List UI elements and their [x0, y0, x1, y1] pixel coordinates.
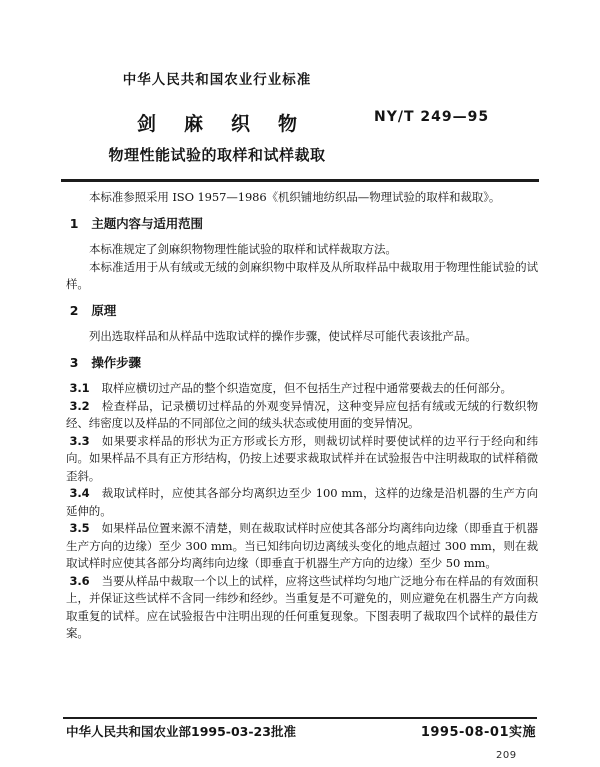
standard-number: NY/T 249—95 [374, 109, 490, 125]
clause-3-5 [66, 520, 538, 573]
clause-text: 如果要求样品的形状为正方形或长方形，则裁切试样时要使试样的边平行于经向和纬向。如果样品不具有正方形结构，仍按上述要求裁取试样并在试验报告中注明裁取的试样稍微歪斜。 [66, 433, 538, 483]
clause-text: 如果样品位置来源不清楚，则在裁取试样时应使其各部分均离纬向边缘（即垂直于机器生产方向的边缘）至少 300 mm。当已知纬向切边离绒头变化的地点超过 300 mm，则在裁取试样时应使其各部分均离纬向边缘（即垂直于机器生产方向的边缘）至少 50 mm。 [66, 521, 538, 570]
section-1-paragraph: 本标准规定了剑麻织物物理性能试验的取样和试样裁取方法。 [89, 242, 397, 256]
section-heading-1 [66, 215, 538, 233]
document-title: 剑麻织物 [136, 113, 325, 135]
page-number: 209 [496, 750, 517, 761]
clause-3-2 [66, 398, 538, 433]
clause-text: 检查样品，记录横切过样品的外观变异情况，这种变异应包括有绒或无绒的行数织物经、纬密度以及样品的不同部位之间的绒头状态或使用面的变异情况。 [66, 398, 538, 430]
title-block [66, 0, 368, 165]
section-1-paragraph: 本标准适用于从有绒或无绒的剑麻织物中取样及从所取样品中裁取用于物理性能试验的试样。 [66, 259, 538, 291]
section-number: 2 [69, 303, 79, 318]
implementation-note: 1995-08-01实施 [420, 725, 536, 740]
standard-category-label: 中华人民共和国农业行业标准 [122, 72, 312, 88]
clause-number: 3.6 [69, 573, 90, 588]
document-body [66, 189, 538, 643]
footer-rule [63, 717, 537, 719]
clause-3-6 [66, 573, 538, 643]
section-number: 1 [69, 216, 79, 231]
clause-number: 3.3 [69, 433, 90, 448]
section-2-paragraph: 列出选取样品和从样品中选取试样的操作步骤，使试样尽可能代表该批产品。 [89, 329, 477, 343]
section-heading-text: 主题内容与适用范围 [91, 216, 203, 231]
clause-3-3 [66, 433, 538, 486]
clause-3-4 [66, 485, 538, 520]
clause-number: 3.5 [69, 521, 90, 535]
section-heading-text: 原理 [91, 303, 117, 318]
header-rule [61, 179, 539, 182]
clause-text: 裁取试样时，应使其各部分均离织边至少 100 mm，这样的边缘是沿机器的生产方向延伸的。 [66, 486, 538, 518]
section-heading-3 [66, 354, 538, 372]
clause-number: 3.1 [69, 381, 90, 395]
section-heading-text: 操作步骤 [91, 355, 141, 370]
clause-3-1 [66, 380, 538, 398]
section-heading-2 [66, 302, 538, 320]
section-number: 3 [69, 355, 79, 370]
approval-note: 中华人民共和国农业部1995-03-23批准 [66, 724, 296, 739]
intro-paragraph: 本标准参照采用 ISO 1957—1986《机织铺地纺织品—物理试验的取样和裁取》。 [89, 190, 501, 204]
clause-number: 3.2 [69, 398, 90, 413]
document-subtitle: 物理性能试验的取样和试样裁取 [108, 146, 326, 164]
clause-number: 3.4 [69, 486, 90, 500]
clause-text: 取样应横切过产品的整个织造宽度，但不包括生产过程中通常要裁去的任何部分。 [101, 381, 512, 395]
clause-text: 当要从样品中裁取一个以上的试样，应将这些试样均匀地广泛地分布在样品的有效面积上，并保证这些试样不含同一纬纱和经纱。当重复是不可避免的，则应避免在机器生产方向裁取重复的试样。应在试验报告中注明出现的任何重复现象。下图表明了裁取四个试样的最佳方案。 [66, 573, 538, 640]
